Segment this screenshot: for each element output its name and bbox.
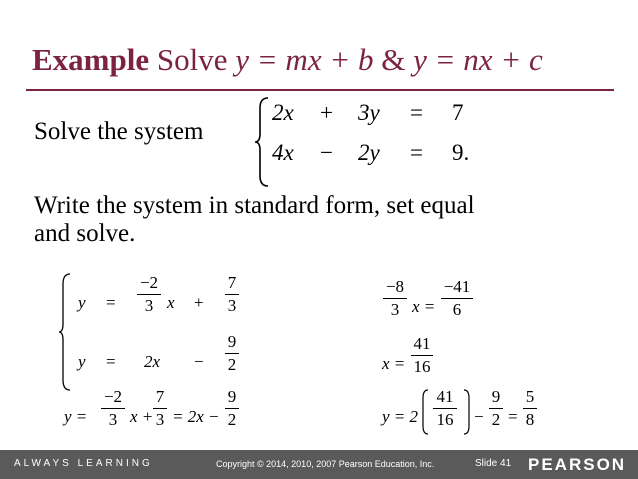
title-rule xyxy=(26,89,614,91)
sys-r1-eq: = xyxy=(410,100,423,125)
lw-r2-y: y xyxy=(78,352,86,371)
rw-r3-eq: = xyxy=(508,407,518,426)
sys-r1-rhs: 7 xyxy=(452,100,464,125)
sys-r2-op: − xyxy=(320,140,333,165)
rw-r3-minus: − xyxy=(474,407,484,426)
frac-den: 3 xyxy=(227,296,237,315)
title-bold: Example xyxy=(32,42,150,77)
frac-den: 16 xyxy=(413,357,431,376)
sys-r2-rhs: 9. xyxy=(452,140,470,165)
frac-den: 3 xyxy=(390,300,400,319)
lw-r3-frac3 xyxy=(224,386,240,431)
frac-den: 16 xyxy=(436,410,454,429)
system-brace xyxy=(254,96,270,188)
sys-r2-eq: = xyxy=(410,140,423,165)
rw-r1-frac2 xyxy=(440,276,474,321)
frac-num: 9 xyxy=(227,387,237,406)
frac-num: −2 xyxy=(139,273,159,292)
rw-r3-frac3 xyxy=(522,386,538,431)
frac-den: 3 xyxy=(155,410,165,429)
lw-r3-mid: x + xyxy=(130,407,154,426)
frac-num: 9 xyxy=(491,387,501,406)
lw-r1-frac1 xyxy=(136,272,162,317)
frac-num: −2 xyxy=(103,387,123,406)
footer-slide-number: Slide 41 xyxy=(475,458,512,469)
title-eq2: y = nx + c xyxy=(413,42,543,77)
left-brace xyxy=(58,272,72,392)
frac-num: −41 xyxy=(443,277,471,296)
frac-den: 6 xyxy=(452,300,462,319)
rw-r3-frac1 xyxy=(432,386,458,431)
frac-den: 2 xyxy=(491,410,501,429)
frac-num: 41 xyxy=(413,334,431,353)
footer-bar xyxy=(0,450,638,479)
rw-r1-mid: x = xyxy=(412,297,436,316)
frac-den: 8 xyxy=(525,410,535,429)
frac-den: 2 xyxy=(227,355,237,374)
lw-r2-minus: − xyxy=(194,352,204,371)
frac-den: 2 xyxy=(227,410,237,429)
sys-r2-a: 4x xyxy=(272,140,294,165)
rw-r1-frac1 xyxy=(382,276,408,321)
slide-title xyxy=(32,42,543,78)
lw-r2-term: 2x xyxy=(144,352,161,371)
title-eq1: y = mx + b xyxy=(235,42,374,77)
sys-r1-a: 2x xyxy=(272,100,294,125)
sys-r1-op: + xyxy=(320,100,333,125)
footer-copyright: Copyright © 2014, 2010, 2007 Pearson Education, Inc. xyxy=(216,459,435,469)
rw-r2-lhs: x = xyxy=(382,354,406,373)
lw-r1-frac2 xyxy=(224,272,240,317)
footer-tagline: ALWAYS LEARNING xyxy=(14,458,153,469)
lw-r3-lhs: y = xyxy=(64,407,88,426)
lw-r3-frac1 xyxy=(100,386,126,431)
instruction-line-2: and solve. xyxy=(34,220,136,247)
intro-text: Solve the system xyxy=(34,118,204,145)
lw-r1-plus: + xyxy=(194,293,204,312)
rw-r3-lhs: y = 2 xyxy=(382,407,419,426)
lw-r1-eq: = xyxy=(106,293,116,312)
frac-num: 41 xyxy=(436,387,454,406)
frac-num: 7 xyxy=(227,273,237,292)
rw-r2-frac xyxy=(410,333,434,378)
sys-r1-b: 3y xyxy=(358,100,380,125)
pearson-logo: PEARSON xyxy=(528,455,627,474)
lw-r1-y: y xyxy=(78,293,86,312)
title-amp: & xyxy=(373,42,414,77)
lw-r3-mid2: = 2x − xyxy=(172,407,220,426)
frac-den: 3 xyxy=(108,410,118,429)
frac-num: 9 xyxy=(227,332,237,351)
frac-num: −8 xyxy=(385,277,405,296)
frac-num: 7 xyxy=(155,387,165,406)
rw-r3-frac2 xyxy=(488,386,504,431)
frac-num: 5 xyxy=(525,387,535,406)
lw-r2-frac xyxy=(224,331,240,376)
lw-r2-eq: = xyxy=(106,352,116,371)
lw-r3-frac2 xyxy=(152,386,168,431)
frac-den: 3 xyxy=(144,296,154,315)
lw-r1-x: x xyxy=(167,293,175,312)
instruction-line-1: Write the system in standard form, set equal xyxy=(34,192,475,219)
sys-r2-b: 2y xyxy=(358,140,380,165)
title-normal: Solve xyxy=(149,42,236,77)
